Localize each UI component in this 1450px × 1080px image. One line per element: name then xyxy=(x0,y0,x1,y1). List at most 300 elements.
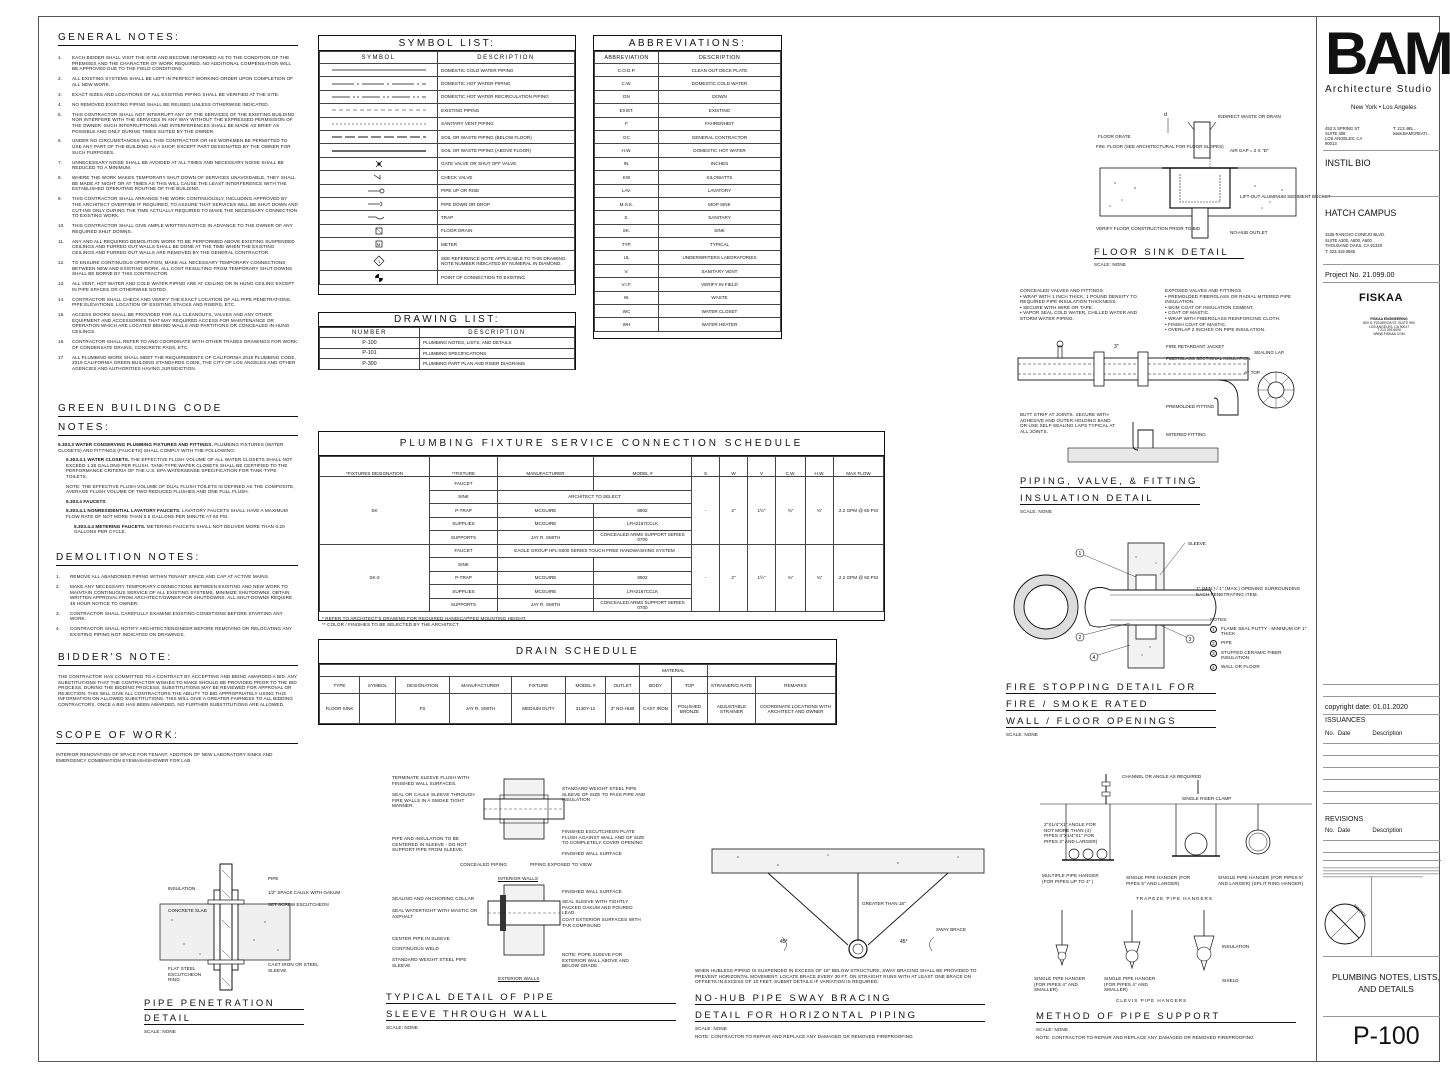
drain-material-header: MATERIAL xyxy=(640,665,708,677)
sleeve-label-6: CONCEALED PIPING xyxy=(460,862,508,867)
engineer-info-line: LOS ANGELES, CA 90017 xyxy=(1368,324,1410,329)
issuance-row-line xyxy=(1323,743,1440,744)
sleeve-title-block xyxy=(386,992,676,1031)
fixture-item: P-TRAP xyxy=(430,571,498,585)
abbreviation-code: LAV. xyxy=(595,184,659,197)
fire-note-text: FLAME SEAL PUTTY - MINIMUM OF 1" THICK xyxy=(1221,625,1307,637)
issuance-row-line xyxy=(1323,791,1440,792)
symbol-description: SANITARY VENT PIPING xyxy=(438,117,575,130)
symbol-glyph-icon xyxy=(324,212,434,222)
sleeve-label-10: SEALING AND ANCHORING COLLAR xyxy=(392,896,475,901)
general-note-text: ACCESS DOORS SHALL BE PROVIDED FOR ALL CLEANOUTS, VALVES AND ANY OTHER EQUIPMENT AND ACCESSORIES THAT MAY REQUIRED ACCESS FOR MAINTENANCE OR OPERATION WHICH ARE LOCATED BEHIND WALLS AND PARTITIONS OR CONCEALED IN HUNG CEILINGS. xyxy=(72,312,290,335)
concealed-item-text: SECURE WITH WIRE OR TAPE. xyxy=(1023,304,1094,310)
sleeve-label-11: SEAL SLEEVE WITH TIGHTLY PACKED OAKUM AND POURED LEAD. xyxy=(562,899,633,916)
drain-col-header: BODY xyxy=(640,677,672,694)
general-note-item xyxy=(58,260,298,277)
support-label-angle: 2"X1/4"X1" ANGLE FOR NOT MORE THAN (4) PIPES 4"X1/4"X1" FOR PIPES 2" AND LARGER) xyxy=(1044,822,1098,844)
bidders-section xyxy=(58,652,298,708)
symbol-description: TRAP xyxy=(438,211,575,224)
demolition-note-number: 2. xyxy=(56,583,61,589)
fixture-manufacturer: MCGUIRE xyxy=(498,517,594,531)
tb-vertical-divider xyxy=(1371,876,1372,956)
exposed-item-text: OVERLAP 2 INCHES ON PIPE INSULATION. xyxy=(1168,327,1266,333)
exposed-item-text: FINISH COAT OF MASTIC. xyxy=(1168,321,1227,327)
symbol-row xyxy=(320,184,575,197)
support-label-clevis: CLEVIS PIPE HANGERS xyxy=(1116,998,1188,1003)
abbreviation-description: WATER CLOSET xyxy=(659,305,781,318)
fixture-model: CONCEALED ARMS SUPPORT SERIES 0700 xyxy=(594,531,692,545)
tb-divider xyxy=(1323,956,1440,957)
drain-schedule-grid xyxy=(319,664,836,724)
general-note-text: EXACT SIZES AND LOCATIONS OF ALL EXISTING PIPING SHALL BE VERIFIED AT THE SITE. xyxy=(72,91,280,97)
title-block xyxy=(1316,16,1450,1062)
exposed-title: EXPOSED VALVES AND FITTINGS xyxy=(1165,288,1242,293)
support-label-multiple: MULTIPLE PIPE HANGER (FOR PIPES UP TO 4" ) xyxy=(1042,873,1099,884)
pipe-pen-title-1: PIPE PENETRATION xyxy=(144,998,304,1010)
general-note-item xyxy=(58,297,298,308)
firm-logo: BAM xyxy=(1325,20,1450,87)
sway-title-2: DETAIL FOR HORIZONTAL PIPING xyxy=(695,1010,985,1022)
campus-address-line: T: 323.419.0685 xyxy=(1325,248,1356,254)
drawing-description: PLUMBING NOTES, LISTS, AND DETAILS xyxy=(420,338,575,349)
abbreviation-row xyxy=(595,130,781,143)
fixture-model: CONCEALED ARMS SUPPORT SERIES 0700 xyxy=(594,598,692,612)
symbol-cell xyxy=(320,251,438,271)
support-label-insulation: INSULATION xyxy=(1222,944,1250,949)
sleeve-label-2: STANDARD WEIGHT STEEL PIPE SLEEVE OF SIZE TO PASS PIPE AND INSULATION xyxy=(562,786,646,803)
fixture-model xyxy=(594,477,692,491)
insulation-3in-label: 3" xyxy=(1114,344,1119,350)
fire-num-1: 1 xyxy=(1078,551,1082,557)
insulation-label-top: AT TOP. xyxy=(1244,370,1261,375)
fixture-schedule-title: PLUMBING FIXTURE SERVICE CONNECTION SCHEDULE xyxy=(319,432,884,456)
fire-stop-title-1: FIRE STOPPING DETAIL FOR xyxy=(1006,682,1216,694)
general-note-text: TO ENSURE CONTINUOUS OPERATION, MAKE ALL NECESSARY TEMPORARY CONNECTIONS BETWEEN NEW AND EXISTING WORK. ALL COST RESULTING FROM TEMPORARY SHUT DOWNS SHALL BE BORNE BY THIS CONTRACTOR. xyxy=(72,259,293,277)
symbol-row xyxy=(320,144,575,157)
abbreviation-description: VERIFY IN FIELD xyxy=(659,278,781,291)
abbreviation-col-header: ABBREVIATION xyxy=(595,52,659,64)
symbol-description: FLOOR DRAIN xyxy=(438,224,575,237)
exposed-item-text: SKIM COAT OF INSULATION CEMENT. xyxy=(1168,304,1254,310)
fixture-manufacturer: JAY R. SMITH xyxy=(498,598,594,612)
demolition-note-text: CONTRACTOR SHALL NOTIFY ARCHITECT/ENGINEER BEFORE REMOVING OR RELOCATING ANY EXISTING PIPING NOT INDICATED ON DRAWINGS. xyxy=(70,626,293,637)
abbreviation-code: C.W. xyxy=(595,77,659,90)
general-note-text: THIS CONTRACTOR SHALL NOT INTERRUPT ANY OF THE SERVICES OF THE EXISTING BUILDING NOR INTERFERE WITH THE SERVICES IN ANY WAY WITHOUT THE EXPRESSED PERMISSION OF THE OWNER. SUCH INTERRUPTIONS AND INTERFERENCES SHALL BE MADE AS BRIEF AS POSSIBLE AND ONLY DURING TIMES SUITED BY THE OWNER. xyxy=(72,111,295,134)
pipe-penetration-title-block xyxy=(144,998,304,1035)
symbol-cell xyxy=(320,171,438,184)
fire-note-number: 1 xyxy=(1210,626,1217,633)
fixture-item: SUPPLIES xyxy=(430,585,498,599)
abbreviation-row xyxy=(595,117,781,130)
floor-sink-label-indirect: INDIRECT WASTE OR DRAIN xyxy=(1218,114,1281,119)
abbreviation-row xyxy=(595,184,781,197)
floor-sink-title-block xyxy=(1094,247,1244,268)
symbol-row xyxy=(320,157,575,170)
issuances-date: Date xyxy=(1337,731,1351,737)
abbreviation-row xyxy=(595,144,781,157)
revision-row-line xyxy=(1323,840,1440,841)
sleeve-label-0: TERMINATE SLEEVE FLUSH WITH FINISHED WALL SURFACES. xyxy=(392,775,470,786)
fixture-cw: ¾" xyxy=(776,544,806,612)
fixture-col-header: S xyxy=(692,457,720,477)
fire-notes-title: NOTES: xyxy=(1210,617,1228,622)
general-note-item xyxy=(58,239,298,256)
abbreviation-row xyxy=(595,90,781,103)
general-note-number: 4. xyxy=(58,101,63,107)
copyright-date: copyright date: 01.01.2020 xyxy=(1325,704,1408,711)
general-note-number: 16. xyxy=(58,339,65,345)
general-note-number: 14. xyxy=(58,296,65,302)
floor-sink-scale: SCALE: NONE xyxy=(1094,262,1126,267)
demolition-list xyxy=(56,574,298,638)
general-note-number: 7. xyxy=(58,159,63,165)
support-title: METHOD OF PIPE SUPPORT xyxy=(1036,1011,1296,1023)
general-note-text: UNDER NO CIRCUMSTANCES WILL THIS CONTRACTOR OR HIS WORKMEN BE PERMITTED TO USE ANY PART OF THE BUILDING AS A SHOP, EXCEPT PART DESIGNATED BY THE OWNER FOR SUCH PURPOSES. xyxy=(72,138,291,155)
sleeve-label-13: COAT EXTERIOR SURFACES WITH TAR COMPOUND xyxy=(562,917,641,928)
insulation-label-jacket: FIRE RETARDANT JACKET xyxy=(1166,344,1225,349)
insulation-label-sealing: SEALING LAP. xyxy=(1254,350,1285,355)
fixture-hw: ¾" xyxy=(806,477,834,545)
drain-cell: CAST IRON xyxy=(640,694,672,724)
tb-divider xyxy=(1323,264,1440,265)
green-code-p1-heading: 5.303.3 WATER CONSERVING PLUMBING FIXTURES AND FITTINGS. xyxy=(58,442,213,447)
green-code-p2: THE EFFECTIVE FLUSH VOLUME OF ALL WATER CLOSETS SHALL NOT EXCEED 1.28 GALLONS PER FLUSH. TANK-TYPE WATER CLOSETS SHALL BE CERTIFIED TO THE PERFORMANCE CRITERIA OF THE U.S. EPA WATERSENSE SPECIFICATION FOR TANK-TYPE TOILETS. xyxy=(66,457,293,479)
abbreviation-code: TYP. xyxy=(595,238,659,251)
campus-address-line: 1535 RANCHO CONEJO BLVD. xyxy=(1325,232,1386,237)
symbol-cell xyxy=(320,144,438,157)
engineer-info-line: FISKAA ENGINEERING xyxy=(1370,317,1408,321)
drain-cell: JAY R. SMITH xyxy=(450,694,512,724)
abbreviation-row xyxy=(595,224,781,237)
fixture-col-header: MODEL # xyxy=(594,457,692,477)
fire-label-opening: 1" (MIN.) / 1" (MAX.) OPENING SURROUNDING EACH PENETRATING ITEM. xyxy=(1196,586,1301,597)
drawing-number: P-101 xyxy=(320,348,420,359)
fixture-s: - xyxy=(692,544,720,612)
sway-label-brace: SWAY BRACE xyxy=(936,927,967,932)
general-note-item xyxy=(58,112,298,134)
abbreviation-code: V.I.F. xyxy=(595,278,659,291)
general-note-text: THIS CONTRACTOR SHALL GIVE AMPLE WRITTEN NOTICE IN ADVANCE TO THE OWNER OF ANY REQUIRED SHUT DOWNS. xyxy=(72,223,293,234)
abbreviations-title: ABBREVIATIONS: xyxy=(594,36,781,51)
general-notes-section xyxy=(58,32,298,376)
symbol-description: GATE VALVE OR SHUT OFF VALVE xyxy=(438,157,575,170)
symbol-glyph-icon xyxy=(324,159,434,169)
support-note: NOTE: CONTRACTOR TO REPAIR AND REPLACE ANY DAMAGED OR REMOVED FIREPROOFING xyxy=(1036,1034,1254,1040)
sleeve-label-1: SEAL OR CAULK SLEEVE THROUGH FIRE WALLS IN A SMOKE TIGHT MANNER. xyxy=(392,792,475,809)
symbol-cell xyxy=(320,184,438,197)
fixture-model: LFH2167CCLK xyxy=(594,585,692,599)
insulation-detail-drawing xyxy=(1018,340,1308,475)
engineer-logo: FISKAA xyxy=(1359,292,1403,304)
general-note-number: 5. xyxy=(58,111,63,117)
fire-note-item xyxy=(1210,640,1310,647)
general-note-number: 13. xyxy=(58,281,65,287)
sleeve-label-14: CENTER PIPE IN SLEEVE xyxy=(392,936,450,941)
symbol-cell xyxy=(320,117,438,130)
general-note-item xyxy=(58,196,298,218)
general-note-text: CONTRACTOR SHALL REFER TO AND COORDINATE WITH OTHER TRADES DRAWINGS FOR WORK OF CONDENSATE DRAINS, CONCRETE PADS, ETC. xyxy=(72,339,298,350)
fixture-footnote-1: * REFER TO ARCHITECT'S DRAWING FOR REQUIRED HANDICAPPED MOUNTING HEIGHT. xyxy=(322,616,527,621)
fixture-w: 2" xyxy=(720,544,748,612)
general-note-text: CONTRACTOR SHALL CHECK AND VERIFY THE EXACT LOCATION OF ALL PIPE PENETRATIONS, PIPE ELEVATIONS, LOCATION OF EXISTING STACKS AND RISERS, ETC. xyxy=(72,296,292,308)
abbreviation-row xyxy=(595,264,781,277)
demolition-note-item xyxy=(56,584,298,606)
demolition-note-item xyxy=(56,611,298,622)
concealed-item-text: WRAP WITH 1 INCH THICK, 1 POUND DENSITY TO REQUIRED PIPE INSULATION THICKNESS. xyxy=(1020,293,1137,305)
pen-label-insulation: INSULATION xyxy=(168,886,196,891)
fixture-v: 1½" xyxy=(748,477,776,545)
fire-note-item xyxy=(1210,650,1310,661)
fixture-item: SUPPORTS xyxy=(430,598,498,612)
symbol-glyph-icon xyxy=(324,132,434,142)
symbol-cell xyxy=(320,77,438,90)
engineer-info-line: 800 S. FIGUEROA ST. SUITE 990 xyxy=(1363,320,1415,325)
sleeve-label-18: EXTERIOR WALLS xyxy=(498,976,540,981)
fire-note-text: WALL OR FLOOR xyxy=(1221,663,1260,669)
drain-cell xyxy=(360,694,396,724)
abbreviation-row xyxy=(595,238,781,251)
drain-col-header: OUTLET xyxy=(606,677,640,694)
demolition-note-number: 1. xyxy=(56,574,61,579)
abbreviation-description: SANITARY VENT xyxy=(659,264,781,277)
green-code-p6-heading: 5.303.4.4 METERING FAUCETS. xyxy=(74,523,146,529)
green-code-subtitle: NOTES: xyxy=(58,422,298,436)
exposed-item-text: PREMOLDED FIBERGLASS OR RADIAL MITERED PIPE INSULATION. xyxy=(1165,293,1292,305)
general-note-item xyxy=(58,281,298,292)
general-note-text: ANY AND ALL REQUIRED DEMOLITION WORK TO BE PERFORMED ABOVE EXISTING SUSPENDED CEILINGS AND FURRED OUT WALLS SHALL BE DONE AT THE TIME WHEN THE EXISTING CEILINGS AND FURRED OUT WALLS ARE REMOVED BY THE GENERAL CONTRACTOR. xyxy=(72,238,295,255)
floor-sink-title: FLOOR SINK DETAIL xyxy=(1094,247,1244,259)
abbreviation-description: CLEAN OUT DECK PLATE xyxy=(659,64,781,77)
demolition-note-text: REMOVE ALL ABANDONED PIPING WITHIN TENANT SPACE AND CAP AT ACTIVE MAINS. xyxy=(70,574,270,579)
sleeve-label-17: NOTE: POPE SLEEVE FOR EXTERIOR WALL ABOVE AND BELOW GRADE. xyxy=(562,952,629,969)
general-note-number: 1. xyxy=(58,55,63,60)
sway-angle-left: 45° xyxy=(780,939,788,945)
sway-text: WHEN HUBLESS PIPING IS SUSPENDED IN EXCESS OF 18" BELOW STRUCTURE, SWAY BRACING SHALL BE PROVIDED TO PREVENT HORIZONTAL MOVEMENT. LOCATE BRACE EVERY 30 FT. ON STRAIGHT RUNS WITH AT LEAST ONE BRACE ON OFFSETS IN EXCESS OF 10 FEET. SUBMIT DETAILS IF VARIATION IS REQUIRED. xyxy=(695,968,977,985)
abbreviation-code: SK. xyxy=(595,224,659,237)
tb-divider xyxy=(1323,714,1440,715)
support-label-single-5: SINGLE PIPE HANGER (FOR PIPES 5" AND LARGER) xyxy=(1126,875,1191,886)
demolition-note-number: 3. xyxy=(56,610,61,616)
symbol-row xyxy=(320,238,575,251)
floor-sink-label-bucket: LIFT-OUT ALUMINUM SEDIMENT BUCKET xyxy=(1240,194,1331,199)
sleeve-label-16: STANDARD WEIGHT STEEL PIPE SLEEVE xyxy=(392,957,467,968)
drain-col-header: FIXTURE xyxy=(512,677,566,694)
insulation-scale: SCALE: NONE xyxy=(1020,509,1052,514)
symbol-row xyxy=(320,130,575,143)
disclaimer-graphic xyxy=(1323,867,1441,881)
symbol-row xyxy=(320,64,575,77)
general-note-number: 8. xyxy=(58,175,63,181)
project-number: Project No. 21.099.00 xyxy=(1325,270,1395,279)
symbol-glyph-icon xyxy=(324,172,434,182)
sleeve-label-7: PIPING EXPOSED TO VIEW xyxy=(530,862,592,867)
general-note-item xyxy=(58,160,298,171)
fire-stop-title-block xyxy=(1006,682,1216,738)
sleeve-label-12: SEAL WATERTIGHT WITH MASTIC OR ASPHALT xyxy=(392,908,478,919)
fixture-col-header: H.W. xyxy=(806,457,834,477)
drawing-description: PLUMBING SPECIFICATIONS xyxy=(420,348,575,359)
scope-section xyxy=(56,730,298,763)
floor-sink-label-airgap: AIR GAP = 2 X "d" xyxy=(1230,148,1269,153)
general-note-item xyxy=(58,312,298,334)
campus-name: HATCH CAMPUS xyxy=(1325,208,1397,218)
abbreviation-description: KILOWATTS xyxy=(659,171,781,184)
tb-divider xyxy=(1323,196,1440,197)
fire-label-sleeve: SLEEVE xyxy=(1188,541,1206,546)
fixture-s: - xyxy=(692,477,720,545)
campus-address-line: SUITE A300, A500, A600 xyxy=(1325,237,1372,243)
general-note-number: 12. xyxy=(58,259,65,265)
abbreviation-description: MOP SINK xyxy=(659,197,781,210)
general-note-number: 2. xyxy=(58,76,63,82)
engineer-info xyxy=(1343,318,1435,337)
drawing-number: P-300 xyxy=(320,359,420,370)
demolition-note-text: MAKE ANY NECESSARY TEMPORARY CONNECTIONS BETWEEN EXISTING AND NEW WORK TO MAINTAIN CONTINUOUS SERVICE OF ALL EXISTING SYSTEMS. MINIMIZE SHUTDOWNS. OBTAIN WRITTEN APPROVAL FROM ARCHITECT/OWNER FOR SHUTDOWNS. ALL SHUT-DOWNS REQUIRE 48 HOUR NOTICE TO OWNER. xyxy=(70,583,293,606)
exposed-notes xyxy=(1165,288,1315,333)
abbreviation-description: FAHRENHEIT xyxy=(659,117,781,130)
fixture-manufacturer: MCGUIRE xyxy=(498,571,594,585)
drain-col-header: STRAINER/G RATE xyxy=(708,677,756,694)
fixture-item: FAUCET xyxy=(430,544,498,558)
general-note-item xyxy=(58,102,298,108)
firm-address-line: 453 S SPRING ST xyxy=(1325,126,1360,131)
exposed-item: • COAT OF MASTIC. xyxy=(1165,310,1210,316)
symbol-cell xyxy=(320,64,438,77)
fixture-flow: 2.2 GPM @ 60 PSI xyxy=(834,477,884,545)
symbol-glyph-icon xyxy=(324,65,434,75)
bidders-title: BIDDER'S NOTE: xyxy=(58,652,298,666)
symbol-cell xyxy=(320,224,438,237)
abbreviation-description: DOMESTIC HOT WATER xyxy=(659,144,781,157)
abbreviation-row xyxy=(595,211,781,224)
symbol-row xyxy=(320,90,575,103)
fixture-item: FAUCET xyxy=(430,477,498,491)
concealed-list xyxy=(1020,294,1150,322)
general-note-text: ALL VENT, HOT WATER AND COLD WATER PIPING ARE AT CEILING OR IN HUNG CEILING EXCEPT IN PIPE SPACES OR OTHERWISE NOTED. xyxy=(72,281,295,292)
insulation-butt-strip-note: BUTT STRIP AT JOINTS. SECURE WITH ADHESIVE AND OUTER HOLDING BAND OR USE SELF-SEALING LAPS TYPICAL AT ALL JOINTS. xyxy=(1020,412,1115,434)
sway-bracing-drawing xyxy=(708,845,988,965)
fixture-row xyxy=(320,544,884,558)
concealed-title: CONCEALED VALVES AND FITTINGS xyxy=(1020,288,1103,293)
concealed-item: • SECURE WITH WIRE OR TAPE. xyxy=(1020,304,1094,310)
fixture-footnotes xyxy=(319,612,884,627)
abbreviation-description: INCHES xyxy=(659,157,781,170)
fixture-v: 1½" xyxy=(748,544,776,612)
symbol-description: SOIL OR WASTE PIPING (BELOW FLOOR) xyxy=(438,130,575,143)
symbol-description: DOMESTIC HOT WATER RECIRCULATION PIPING xyxy=(438,90,575,103)
abbreviation-row xyxy=(595,291,781,304)
fire-stop-scale: SCALE: NONE xyxy=(1006,732,1038,737)
symbol-description: POINT OF CONNECTION TO EXISTING xyxy=(438,271,575,284)
symbol-description: CHECK VALVE xyxy=(438,171,575,184)
fire-note-number: 3 xyxy=(1210,650,1217,657)
abbreviation-code: H.W. xyxy=(595,144,659,157)
demolition-note-text: CONTRACTOR SHALL CAREFULLY EXAMINE EXISTING CONDITIONS BEFORE STARTING ANY WORK. xyxy=(70,610,283,622)
general-note-number: 3. xyxy=(58,91,63,97)
abbreviation-code: C.O.D.P. xyxy=(595,64,659,77)
revision-row-line xyxy=(1323,852,1440,853)
green-code-p1: PLUMBING FIXTURES (WATER CLOSETS) AND FITTINGS (FAUCETS) SHALL COMPLY WITH THE FOLLOWING: xyxy=(58,442,284,453)
concealed-item: • WRAP WITH 1 INCH THICK, 1 POUND DENSITY TO REQUIRED PIPE INSULATION THICKNESS. xyxy=(1020,293,1137,305)
abbreviation-description: TYPICAL xyxy=(659,238,781,251)
description-col-header: DESCRIPTION xyxy=(438,52,575,64)
symbol-list-grid xyxy=(319,51,575,285)
symbol-description: DOMESTIC HOT WATER PIPING xyxy=(438,77,575,90)
abbreviation-code: IN. xyxy=(595,157,659,170)
insulation-title-1: PIPING, VALVE, & FITTING xyxy=(1020,476,1200,488)
sheet-title: PLUMBING NOTES, LISTS, AND DETAILS xyxy=(1332,972,1440,994)
fixture-item: SINK xyxy=(430,558,498,572)
general-note-number: 17. xyxy=(58,354,65,360)
general-note-text: NO REMOVED EXISTING PIPING SHALL BE REUSED UNLESS OTHERWISE INDICATED. xyxy=(72,101,270,107)
sleeve-scale: SCALE: NONE xyxy=(386,1025,418,1030)
fixture-hw: ¾" xyxy=(806,544,834,612)
sway-angle-right: 45° xyxy=(900,939,908,945)
symbol-row xyxy=(320,197,575,210)
fire-num-2: 2 xyxy=(1078,635,1082,641)
fire-notes xyxy=(1210,617,1310,671)
drawing-desc-col-header: DESCRIPTION xyxy=(420,328,575,338)
demolition-note-item xyxy=(56,574,298,580)
abbreviation-code: W. xyxy=(595,291,659,304)
exposed-item-text: WRAP WITH FIBERGLASS REINFORCING CLOTH. xyxy=(1168,315,1281,321)
abbreviation-row xyxy=(595,197,781,210)
fixture-row xyxy=(320,477,884,491)
issuances-title: ISSUANCES xyxy=(1325,717,1366,724)
support-title-block xyxy=(1036,1011,1296,1040)
symbol-cell xyxy=(320,104,438,117)
fixture-item: SINK xyxy=(430,490,498,504)
fixture-col-header: W xyxy=(720,457,748,477)
pen-label-slab: CONCRETE SLAB xyxy=(168,908,207,913)
drain-col-header: TYPE xyxy=(320,677,360,694)
issuances-no: No. xyxy=(1325,731,1335,737)
demolition-note-item xyxy=(56,626,298,637)
abbreviation-description: EXISTING xyxy=(659,104,781,117)
general-note-item xyxy=(58,76,298,87)
drain-cell: FLOOR SINK xyxy=(320,694,360,724)
pen-label-pipe: PIPE xyxy=(268,876,279,881)
revisions-header xyxy=(1325,828,1402,834)
engineer-info-line: WWW.FISKAA.COM xyxy=(1373,332,1405,337)
demolition-section xyxy=(56,552,298,642)
abbreviation-code: M.S.K. xyxy=(595,197,659,210)
exposed-item: • PREMOLDED FIBERGLASS OR RADIAL MITERED PIPE INSULATION. xyxy=(1165,293,1292,305)
abbreviation-description: SINK xyxy=(659,224,781,237)
abbreviation-row xyxy=(595,64,781,77)
green-code-section xyxy=(58,403,298,539)
symbol-glyph-icon xyxy=(324,239,434,249)
drawing-list-row xyxy=(320,338,575,349)
support-scale: SCALE: NONE xyxy=(1036,1027,1068,1032)
demolition-note-number: 4. xyxy=(56,626,61,632)
general-note-text: THIS CONTRACTOR SHALL ARRANGE THE WORK CONTINUOUSLY, INCLUDING APPROVED BY THE ARCHITECT OVERTIME IF REQUIRED, TO ASSURE THAT SERVICES WILL BE SHUT DOWN AND CUT-INS ONLY DURING THE TIME ACTUALLY REQUIRED TO MAKE THE NECESSARY CONNECTION TO EXISTING WORK. xyxy=(72,196,298,219)
fire-note-item xyxy=(1210,626,1310,637)
fixture-model: 8902 xyxy=(594,504,692,518)
issuance-row-line xyxy=(1323,755,1440,756)
abbreviation-row xyxy=(595,157,781,170)
symbol-list-table xyxy=(318,35,576,295)
symbol-description: PIPE DOWN OR DROP xyxy=(438,197,575,210)
sway-title-block xyxy=(695,993,985,1039)
general-note-text: UNNECESSARY NOISE SHALL BE AVOIDED AT ALL TIMES AND NECESSARY NOISE SHALL BE REDUCED TO A MINIMUM. xyxy=(72,159,284,171)
firm-cities: New York • Los Angeles xyxy=(1351,104,1417,111)
symbol-glyph-icon xyxy=(324,273,434,283)
symbol-row xyxy=(320,211,575,224)
fixture-manufacturer: MCGUIRE xyxy=(498,585,594,599)
fixture-designation: SK-2 xyxy=(320,544,430,612)
abbreviation-row xyxy=(595,278,781,291)
